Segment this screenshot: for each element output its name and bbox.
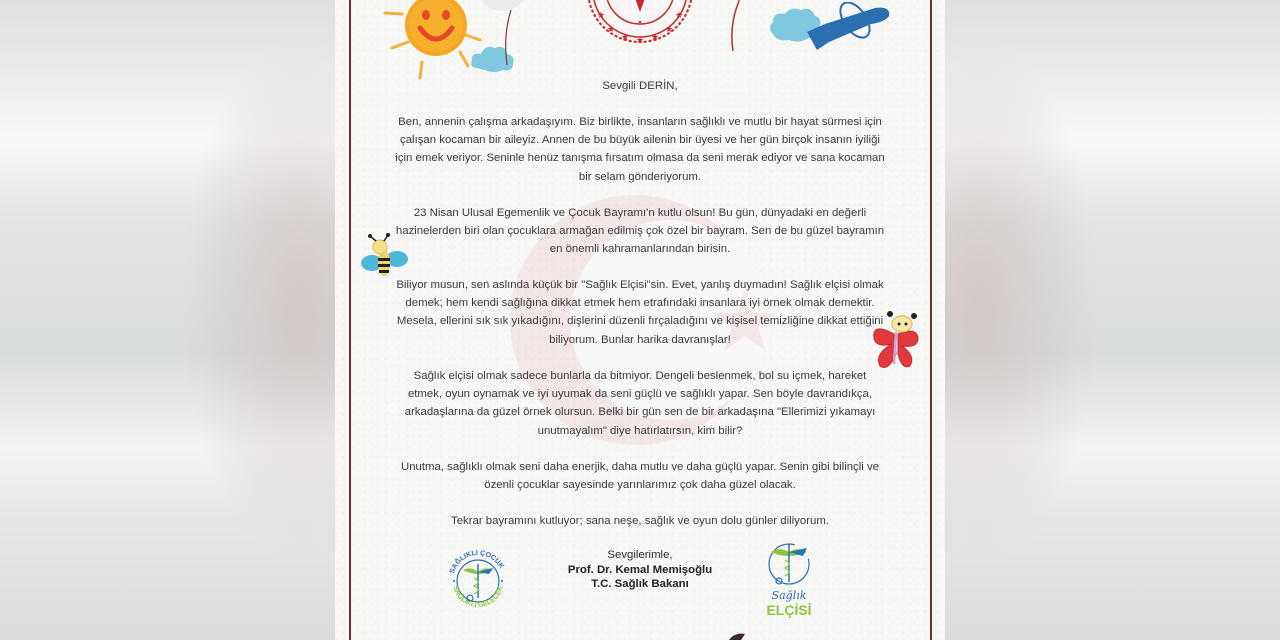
signer-title: T.C. Sağlık Bakanı bbox=[591, 578, 689, 590]
svg-text:★: ★ bbox=[675, 10, 684, 20]
signature-block bbox=[515, 548, 765, 592]
svg-text:Sağlık: Sağlık bbox=[771, 589, 807, 602]
saglikli-cocuk-logo-icon bbox=[445, 544, 511, 614]
bottom-decoration-icon bbox=[727, 632, 747, 640]
balloon-icon bbox=[453, 0, 533, 65]
balloon-string-icon bbox=[725, 0, 745, 57]
svg-text:SAĞLIKLI ÇOCUK: SAĞLIKLI ÇOCUK bbox=[448, 549, 505, 575]
svg-text:★: ★ bbox=[597, 10, 606, 20]
airplane-drawing-icon bbox=[767, 2, 897, 68]
svg-text:★: ★ bbox=[621, 32, 630, 42]
letter-page bbox=[335, 0, 945, 640]
background-blur-left bbox=[0, 0, 335, 640]
letter-paragraph: Sağlık elçisi olmak sadece bunlarla da bitmiyor. Dengeli beslenmek, bol su içmek, hareket etmek, oyun oynamak ve iyi uyumak da seni güçlü ve sağlıklı yapar. Sen böyle davrandıkça, arkadaşlarına da güzel örnek olursun. Belki bir gün sen de bir arkadaşına "Ellerimizi yıkamayı unutmayalım" diye hatırlatırsın, kim bilir? bbox=[404, 370, 876, 437]
letter-paragraph: Unutma, sağlıklı olmak seni daha enerjik, daha mutlu ve daha güçlü yapar. Senin gibi bilinçli ve özenli çocuklar sayesinde yarınlarımız çok daha güzel olacak. bbox=[400, 461, 880, 492]
ministry-seal-icon bbox=[585, 0, 695, 48]
svg-text:★: ★ bbox=[665, 24, 674, 34]
background-blur-right bbox=[945, 0, 1280, 640]
letter-paragraph: Ben, annenin çalışma arkadaşıyım. Biz birlikte, insanların sağlıklı ve mutlu bir hayat sürmesi için çalışan kocaman bir aileyiz. Annen de bu büyük ailenin bir üyesi ve her gün birçok insanın iyiliği için emek veriyor. Seninle henüz tanışma fırsatım olmasa da seni merak ediyor ve sana kocaman bir selam gönderiyorum. bbox=[395, 116, 885, 183]
signer-name: Prof. Dr. Kemal Memişoğlu bbox=[567, 563, 713, 576]
svg-text:ELÇİSİ: ELÇİSİ bbox=[766, 602, 812, 618]
page-border-left bbox=[349, 0, 351, 640]
saglik-elcisi-logo-icon bbox=[763, 542, 815, 620]
svg-text:★: ★ bbox=[636, 35, 645, 45]
letter-paragraph: Biliyor musun, sen aslında küçük bir "Sağlık Elçisi"sin. Evet, yanlış duymadın! Sağlık elçisi olmak demek; hem kendi sağlığına dikkat etmek hem etrafındaki insanlara iyi örnek olmak demektir. Mesela, ellerini sık sık yıkadığını, dişlerini düzenli fırçaladığını ve kişisel temizliğine dikkat ettiğini biliyorum. Bunlar harika davranışlar! bbox=[396, 279, 884, 346]
svg-text:★: ★ bbox=[607, 24, 616, 34]
closing-text: Sevgilerimle, bbox=[607, 549, 673, 561]
letter-paragraph: Tekrar bayramını kutluyor; sana neşe, sağlık ve oyun dolu günler diliyorum. bbox=[451, 515, 829, 527]
letter-paragraph: 23 Nisan Ulusal Egemenlik ve Çocuk Bayramı'n kutlu olsun! Bu gün, dünyadaki en değerli hazinelerden biri olan çocuklara armağan edilmiş çok özel bir bayram. Sen de bu güzel bayramın en önemli kahramanlarından birisin. bbox=[395, 207, 885, 256]
svg-text:★: ★ bbox=[651, 32, 660, 42]
letter-greeting: Sevgili DERİN, bbox=[602, 80, 678, 92]
page-border-right bbox=[930, 0, 932, 640]
svg-text:SAĞLIKLI GELECEK: SAĞLIKLI GELECEK bbox=[451, 585, 505, 610]
